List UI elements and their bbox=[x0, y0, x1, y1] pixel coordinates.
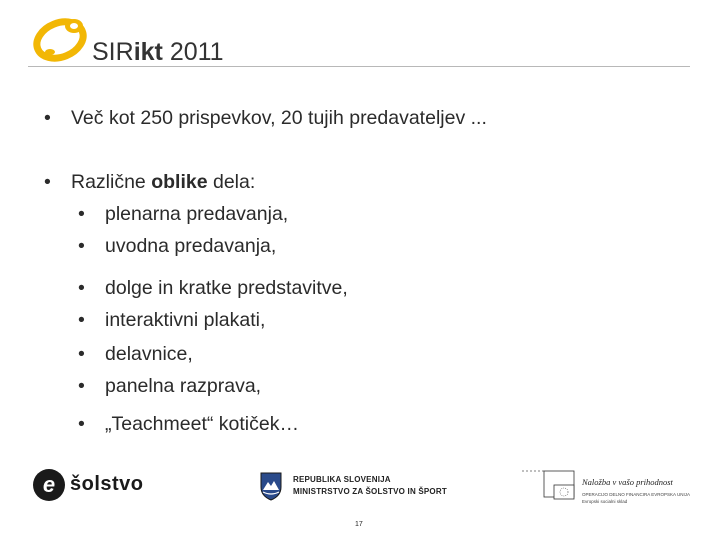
logo-prefix: SIR bbox=[92, 38, 134, 66]
bullet-text: Več kot 250 prispevkov, 20 tujih predavateljev ... bbox=[71, 107, 487, 129]
ministry-logo bbox=[258, 471, 447, 501]
header bbox=[0, 0, 720, 72]
eu-line1: OPERACIJO DELNO FINANCIRA EVROPSKA UNIJA bbox=[582, 492, 691, 497]
eu-slogan: Naložba v vašo prihodnost bbox=[582, 477, 673, 487]
page-number: 17 bbox=[355, 521, 363, 528]
logo-year: 2011 bbox=[162, 38, 224, 66]
esolstvo-logo bbox=[32, 467, 152, 503]
header-divider bbox=[28, 66, 690, 67]
eu-funding-logo bbox=[520, 465, 690, 510]
e-letter-icon bbox=[32, 467, 66, 503]
ministry-line1: REPUBLIKA SLOVENIJA bbox=[293, 475, 391, 484]
bullet-text bbox=[71, 170, 255, 194]
sub-bullet-text: plenarna predavanja, bbox=[105, 203, 289, 225]
bullet-text-part: dela: bbox=[207, 171, 256, 193]
eu-line2: Evropski socialni sklad bbox=[582, 499, 628, 504]
sirikt-logo-icon bbox=[30, 10, 92, 66]
esolstvo-text: šolstvo bbox=[70, 473, 144, 495]
bullet-dot: • bbox=[78, 203, 85, 225]
coat-of-arms-icon bbox=[258, 471, 284, 501]
eu-flag-icon bbox=[520, 465, 580, 509]
bullet-dot: • bbox=[44, 107, 51, 129]
bullet-text-bold: oblike bbox=[151, 171, 208, 193]
bullet-dot: • bbox=[78, 309, 85, 331]
sub-bullet-text: interaktivni plakati, bbox=[105, 309, 266, 331]
svg-text:e: e bbox=[42, 472, 56, 497]
logo-wordmark bbox=[92, 38, 224, 67]
bullet-dot: • bbox=[78, 375, 85, 397]
ministry-line2: MINISTRSTVO ZA ŠOLSTVO IN ŠPORT bbox=[293, 487, 447, 496]
logo-bold: ikt bbox=[133, 38, 163, 66]
bullet-dot: • bbox=[44, 171, 51, 193]
sub-bullet-text: „Teachmeet“ kotiček… bbox=[105, 413, 299, 435]
sub-bullet-text: dolge in kratke predstavitve, bbox=[105, 277, 348, 299]
bullet-dot: • bbox=[78, 277, 85, 299]
bullet-dot: • bbox=[78, 235, 85, 257]
sub-bullet-text: panelna razprava, bbox=[105, 375, 262, 397]
bullet-dot: • bbox=[78, 413, 85, 435]
sub-bullet-text: uvodna predavanja, bbox=[105, 235, 277, 257]
bullet-dot: • bbox=[78, 343, 85, 365]
bullet-text-part: Različne bbox=[71, 171, 152, 193]
sub-bullet-text: delavnice, bbox=[105, 343, 193, 365]
